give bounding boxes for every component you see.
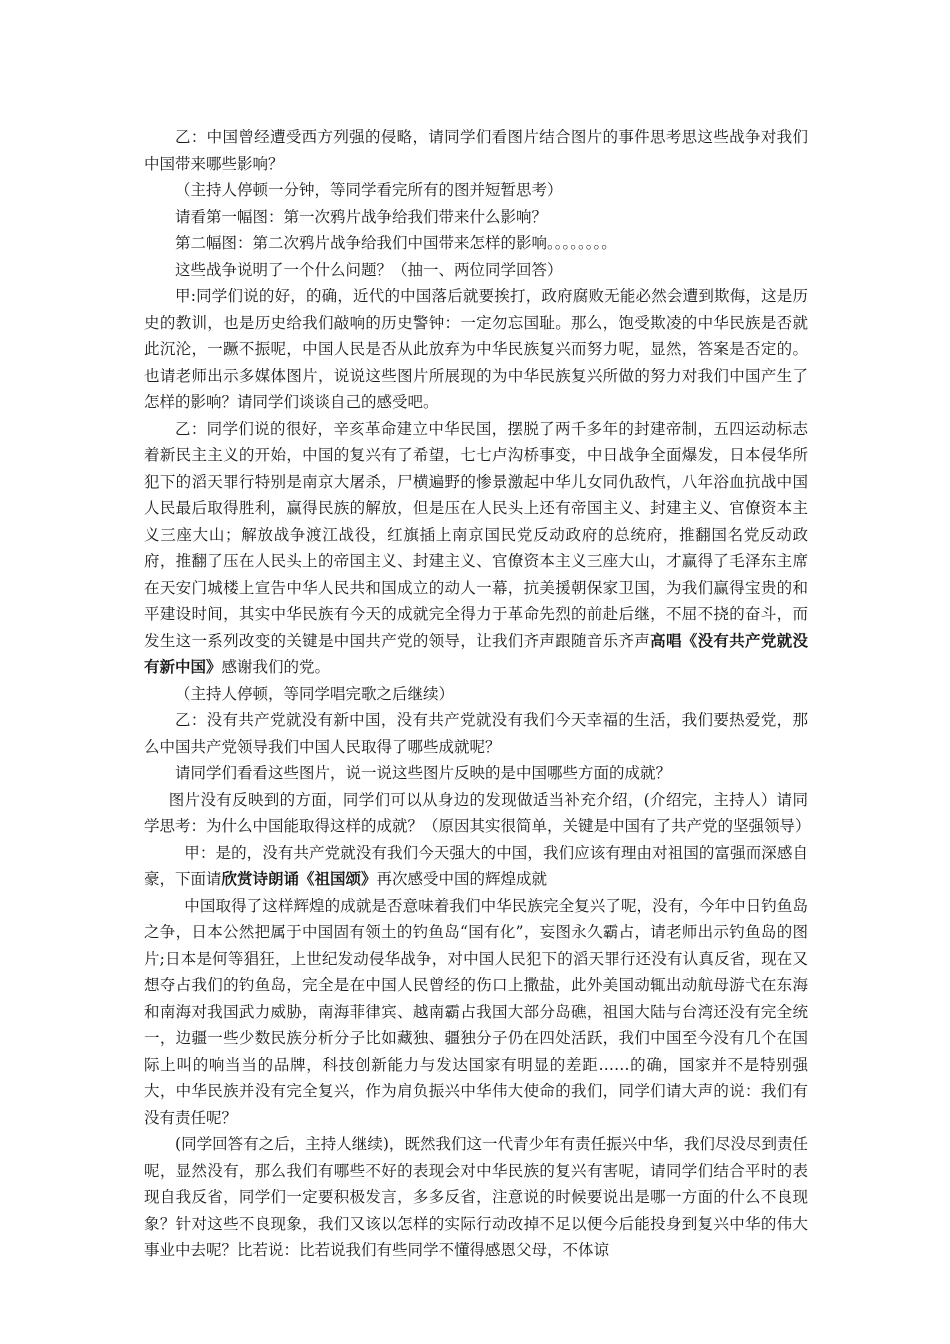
paragraph-yi-achievements: 乙：没有共产党就没有新中国，没有共产党就没有我们今天幸福的生活，我们要热爱党，那么中国共产党领导我们中国人民取得了哪些成就呢？ [144, 711, 808, 756]
revolution-text: 乙：同学们说的很好，辛亥革命建立中华民国，摆脱了两千多年的封建帝制，五四运动标志着新民主主义的开始，中国的复兴有了希望，七七卢沟桥事变，中日战争全面爆发，日本侵华所犯下的滔天罪行特别是南京大屠杀，尸横遍野的惨景激起中华儿女同仇敌忾，八年浴血抗战中国人民最后取得胜利，赢得民族的解放，但是压在人民头上还有帝国主义、封建主义、官僚资本主义三座大山；解放战争渡江战役，红旗插上南京国民党反动政府的总统府，推翻国名党反动政府，推翻了压在人民头上的帝国主义、封建主义、官僚资本主义三座大山，才赢得了毛泽东主席在天安门城楼上宣告中华人民共和国成立的动人一幕，抗美援朝保家卫国，为我们赢得宝贵的和平建设时间，其实中华民族有今天的成就完全得力于革命先烈的前赴后继，不屈不挠的奋斗，而发生这一系列改变的关键是中国共产党的领导，让我们齐声跟随音乐齐声 [144, 419, 808, 650]
paragraph-diaoyu: 中国取得了这样辉煌的成就是否意味着我们中华民族完全复兴了呢，没有，今年中日钓鱼岛之争，日本公然把属于中国固有领土的钓鱼岛“国有化”，妄图永久霸占，请老师出示钓鱼岛的图片;日本是何等猖狂，上世纪发动侵华战争，对中国人民犯下的滔天罪行还没有认真反省，现在又想夺占我们的钓鱼岛，完全是在中国人民曾经的伤口上撒盐，此外美国动辄出动航母游弋在东海和南海对我国武力威胁，南海菲律宾、越南霸占我国大部分岛礁，祖国大陆与台湾还没有完全统一，边疆一些少数民族分析分子比如藏独、疆独分子仍在四处活跃，我们中国至今没有几个在国际上叫的响当当的品牌，科技创新能力与发达国家有明显的差距……的确，国家并不是特别强大，中华民族并没有完全复兴，作为肩负振兴中华伟大使命的我们，同学们请大声的说：我们有没有责任呢？ [144, 896, 808, 1127]
paragraph-yi-revolution [144, 416, 808, 681]
song-title-bold: 高唱《没有共产党就没有新中国》 [144, 630, 808, 676]
paragraph-second-picture: 第二幅图：第二次鸦片战争给我们中国带来怎样的影响。。。。。。。。 [175, 234, 617, 252]
paragraph-first-picture: 请看第一幅图：第一次鸦片战争给我们带来什么影响？ [175, 207, 548, 226]
paragraph-host-pause: （主持人停顿一分钟，等同学看完所有的图并短暂思考） [175, 181, 563, 199]
paragraph-look-pictures: 请同学们看看这些图片，说一说这些图片反映的是中国哪些方面的成就？ [175, 764, 672, 782]
poem-title-bold: 欣赏诗朗诵《祖国颂》 [221, 869, 377, 888]
paragraph-war-question: 这些战争说明了一个什么问题？（抽一、两位同学回答） [175, 260, 563, 279]
paragraph-jia-poem [144, 840, 808, 893]
revolution-thanks: 感谢我们的党。 [221, 658, 331, 676]
poem-outro: 再次感受中国的辉煌成就 [376, 870, 548, 888]
paragraph-jia-history: 甲:同学们说的好，的确，近代的中国落后就要挨打，政府腐败无能必然会遭到欺侮，这是历史的教训，也是历史给我们敲响的历史警钟：一定勿忘国耻。那么，饱受欺凌的中华民族是否就此沉沦，一蹶不振呢，中国人民是否从此放弃为中华民族复兴而努力呢，显然，答案是否定的。也请老师出示多媒体图片，说说这些图片所展现的为中华民族复兴所做的努力对我们中国产生了怎样的影响？请同学们谈谈自己的感受吧。 [144, 287, 808, 411]
paragraph-reflection: (同学回答有之后，主持人继续)，既然我们这一代青少年有责任振兴中华，我们尽没尽到责任呢，显然没有，那么我们有哪些不好的表现会对中华民族的复兴有害呢，请同学们结合平时的表现自我反省，同学们一定要积极发言，多多反省，注意说的时候要说出是哪一方面的什么不良现象？针对这些不良现象，我们又该以怎样的实际行动改掉不足以便今后能投身到复兴中华的伟大事业中去呢？比若说：比若说我们有些同学不懂得感恩父母，不体谅 [144, 1135, 808, 1259]
paragraph-supplement: 图片没有反映到的方面，同学们可以从身边的发现做适当补充介绍，(介绍完，主持人）请同学思考：为什么中国能取得这样的成就？（原因其实很简单，关键是中国有了共产党的坚强领导） [144, 790, 811, 835]
paragraph-yi-question: 乙：中国曾经遭受西方列强的侵略，请同学们看图片结合图片的事件思考思这些战争对我们中国带来哪些影响？ [144, 128, 808, 173]
paragraph-host-after-song: （主持人停顿，等同学唱完歌之后继续） [175, 684, 455, 703]
poem-intro: 甲：是的，没有共产党就没有我们今天强大的中国，我们应该有理由对祖国的富强而深感自豪，下面请 [144, 843, 808, 888]
document-body [144, 124, 811, 1264]
